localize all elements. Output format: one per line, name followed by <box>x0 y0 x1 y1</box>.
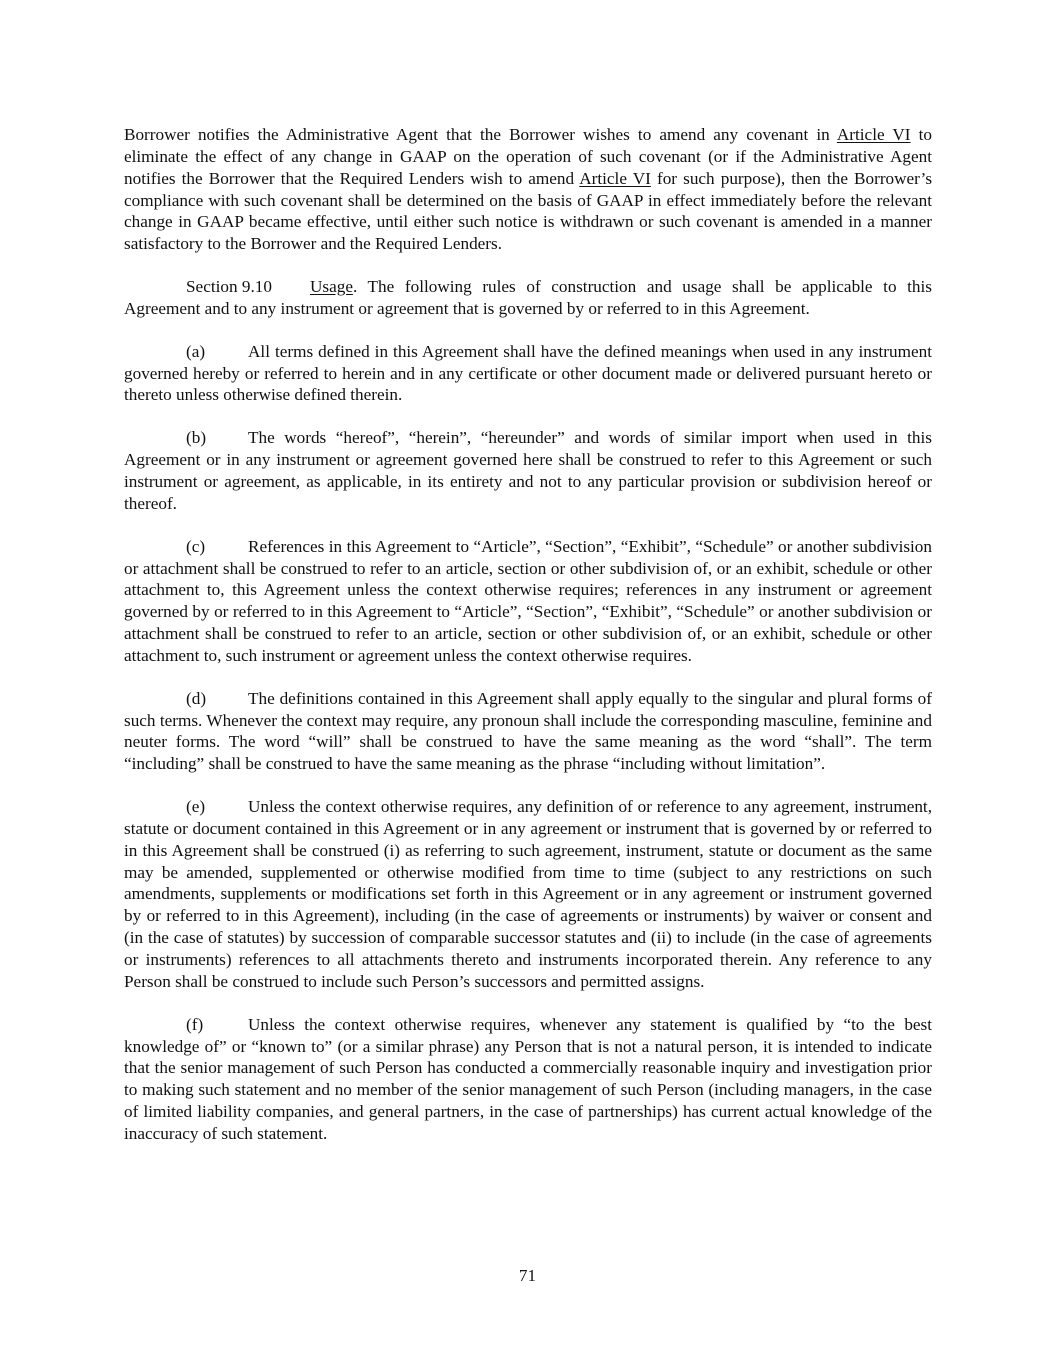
clause-d-label: (d) <box>186 688 207 708</box>
section-heading[interactable]: Usage <box>310 277 353 297</box>
page-body <box>124 124 932 1166</box>
section-number: Section 9.10 <box>186 277 272 297</box>
clause-d <box>124 688 932 775</box>
clause-b <box>124 427 932 514</box>
clause-e <box>124 796 932 993</box>
article-vi-link-2[interactable]: Article VI <box>579 168 651 188</box>
clause-f-label: (f) <box>186 1014 204 1034</box>
clause-c-text: References in this Agreement to “Article”, “Section”, “Exhibit”, “Schedule” or another subdivision or attachment shall be construed to refer to an article, section or other subdivision of, or an exhibit, schedule or other attachment to, this Agreement unless the context otherwise requires; references in any instrument or agreement governed by or referred to in this Agreement to “Article”, “Section”, “Exhibit”, “Schedule” or another subdivision or attachment shall be construed to refer to an article, section or other subdivision of, or an exhibit, schedule or other attachment to, such instrument or agreement unless the context otherwise requires. <box>124 536 932 665</box>
section-intro-text: . The following rules of construction and usage shall be applicable to this Agreement and to any instrument or agreement that is governed by or referred to in this Agreement. <box>124 277 932 318</box>
intro-text-2: to eliminate the effect of any change in GAAP on the operation of such covenant (or if the Administrative Agent notifies the Borrower that the Required Lenders wish to amend <box>124 125 932 188</box>
article-vi-link-1[interactable]: Article VI <box>836 125 911 144</box>
section-9-10-paragraph <box>124 276 932 320</box>
clause-a <box>124 341 932 407</box>
clause-c-label: (c) <box>186 536 206 556</box>
clause-d-text: The definitions contained in this Agreement shall apply equally to the singular and plural forms of such terms. Whenever the context may require, any pronoun shall include the corresponding masculine, feminine and neuter forms. The word “will” shall be construed to have the same meaning as the word “shall”. The term “including” shall be construed to have the same meaning as the phrase “including without limitation”. <box>124 688 932 774</box>
page-number: 71 <box>518 1266 537 1285</box>
clause-b-text: The words “hereof”, “herein”, “hereunder” and words of similar import when used in this Agreement or in any instrument or agreement governed here shall be construed to refer to this Agreement or such instrument or agreement, as applicable, in its entirety and not to any particular provision or subdivision hereof or thereof. <box>124 428 932 513</box>
clause-e-text: Unless the context otherwise requires, any definition of or reference to any agreement, instrument, statute or document contained in this Agreement or in any agreement or instrument that is governed by or referred to in this Agreement shall be construed (i) as referring to such agreement, instrument, statute or document as the same may be amended, supplemented or otherwise modified from time to time (subject to any restrictions on such amendments, supplements or modifications set forth in this Agreement or in any agreement or instrument governed by or referred to in this Agreement), including (in the case of agreements or instruments) by waiver or consent and (in the case of statutes) by succession of comparable successor statutes and (ii) to include (in the case of agreements or instruments) references to all attachments thereto and instruments incorporated therein. Any reference to any Person shall be construed to include such Person’s successors and permitted assigns. <box>124 797 932 991</box>
intro-text-3: for such purpose), then the Borrower’s compliance with such covenant shall be determined on the basis of GAAP in effect immediately before the relevant change in GAAP became effective, until either such notice is withdrawn or such covenant is amended in a manner satisfactory to the Borrower and the Required Lenders. <box>124 168 933 254</box>
clause-e-label: (e) <box>186 797 206 817</box>
clause-f <box>124 1014 932 1145</box>
intro-paragraph <box>124 124 932 255</box>
clause-a-text: All terms defined in this Agreement shall have the defined meanings when used in any instrument governed hereby or referred to herein and in any certificate or other document made or delivered pursuant hereto or thereto unless otherwise defined therein. <box>124 341 932 405</box>
clause-f-text: Unless the context otherwise requires, whenever any statement is qualified by “to the best knowledge of” or “known to” (or a similar phrase) any Person that is not a natural person, it is intended to indicate that the senior management of such Person has conducted a commercially reasonable inquiry and investigation prior to making such statement and no member of the senior management of such Person (including managers, in the case of limited liability companies, and general partners, in the case of partnerships) has current actual knowledge of the inaccuracy of such statement. <box>124 1014 932 1143</box>
clause-a-label: (a) <box>186 341 206 361</box>
clause-c <box>124 536 932 667</box>
intro-text-1: Borrower notifies the Administrative Agent that the Borrower wishes to amend any covenant in <box>124 125 837 144</box>
clause-b-label: (b) <box>186 428 207 448</box>
